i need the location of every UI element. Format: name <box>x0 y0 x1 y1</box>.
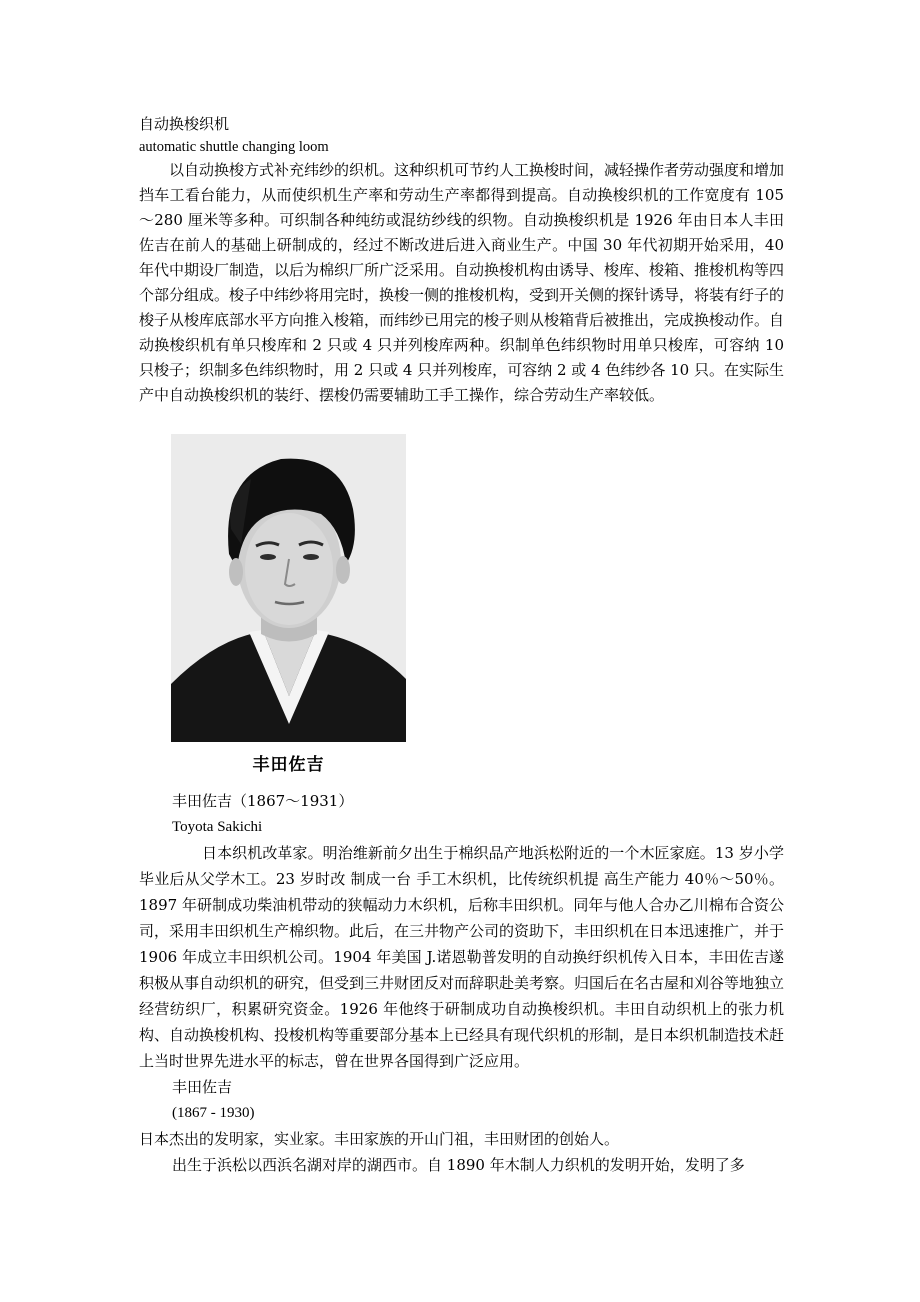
biography-body: 日本织机改革家。明治维新前夕出生于棉织品产地浜松附近的一个木匠家庭。13 岁小学毕业后从父学木工。23 岁时改 制成一台 手工木织机，比传统织机提 高生产能力 40％～50％。1897 年研制成功柴油机带动的狭幅动力木织机，后称丰田织机。同年与他人合办乙川棉布合资公司，采用丰田织机生产棉织物。此后，在三井物产公司的资助下，丰田织机在日本迅速推广，并于 1906 年成立丰田织机公司。1904 年美国 J.诺恩勒普发明的自动换纡织机传入日本，丰田佐吉遂积极从事自动织机的研究，但受到三井财团反对而辞职赴美考察。归国后在名古屋和刈谷等地独立经营纺织厂，积累研究资金。1926 年他终于研制成功自动换梭织机。丰田自动织机上的张力机构、自动换梭机构、投梭机构等重要部分基本上已经具有现代织机的形制，是日本织机制造技术赶上当时世界先进水平的标志，曾在世界各国得到广泛应用。 <box>139 844 785 1070</box>
bio-line-2: 出生于浜松以西浜名湖对岸的湖西市。自 1890 年木制人力织机的发明开始，发明了多 <box>172 1156 745 1174</box>
bio-name: 丰田佐吉 <box>172 1078 233 1096</box>
article-title-cn: 自动换梭织机 <box>139 115 230 133</box>
bio-years: (1867 - 1930) <box>172 1105 255 1121</box>
name-years: 丰田佐吉（1867～1931） <box>172 792 354 810</box>
portrait-illustration <box>171 434 406 742</box>
bio-line-1: 日本杰出的发明家，实业家。丰田家族的开山门祖，丰田财团的创始人。 <box>139 1130 620 1148</box>
portrait-photo <box>171 434 406 742</box>
portrait-figure <box>171 434 406 774</box>
article-title-en: automatic shuttle changing loom <box>139 139 329 155</box>
name-en: Toyota Sakichi <box>172 819 263 835</box>
article-automatic-loom <box>139 114 784 408</box>
portrait-caption: 丰田佐吉 <box>252 755 325 775</box>
article-body: 以自动换梭方式补充纬纱的织机。这种织机可节约人工换梭时间，减轻操作者劳动强度和增加挡车工看台能力，从而使织机生产率和劳动生产率都得到提高。自动换梭织机的工作宽度有 105～280 厘米等多种。可织制各种纯纺或混纺纱线的织物。自动换梭织机是 1926 年由日本人丰田佐吉在前人的基础上研制成的，经过不断改进后进入商业生产。中国 30 年代初期开始采用，40 年代中期设厂制造，以后为棉织厂所广泛采用。自动换梭机构由诱导、梭库、梭箱、推梭机构等四个部分组成。梭子中纬纱将用完时，换梭一侧的推梭机构，受到开关侧的探针诱导，将装有纡子的梭子从梭库底部水平方向推入梭箱，而纬纱已用完的梭子则从梭箱背后被推出，完成换梭动作。自动换梭织机有单只梭库和 2 只或 4 只并列梭库两种。织制单色纬织物时用单只梭库，可容纳 10 只梭子；织制多色纬织物时，用 2 只或 4 只并列梭库，可容纳 2 或 4 色纬纱各 10 只。在实际生产中自动换梭织机的装纡、摆梭仍需要辅助工手工操作，综合劳动生产率较低。 <box>139 161 785 404</box>
article-toyota-sakichi <box>139 788 784 1178</box>
